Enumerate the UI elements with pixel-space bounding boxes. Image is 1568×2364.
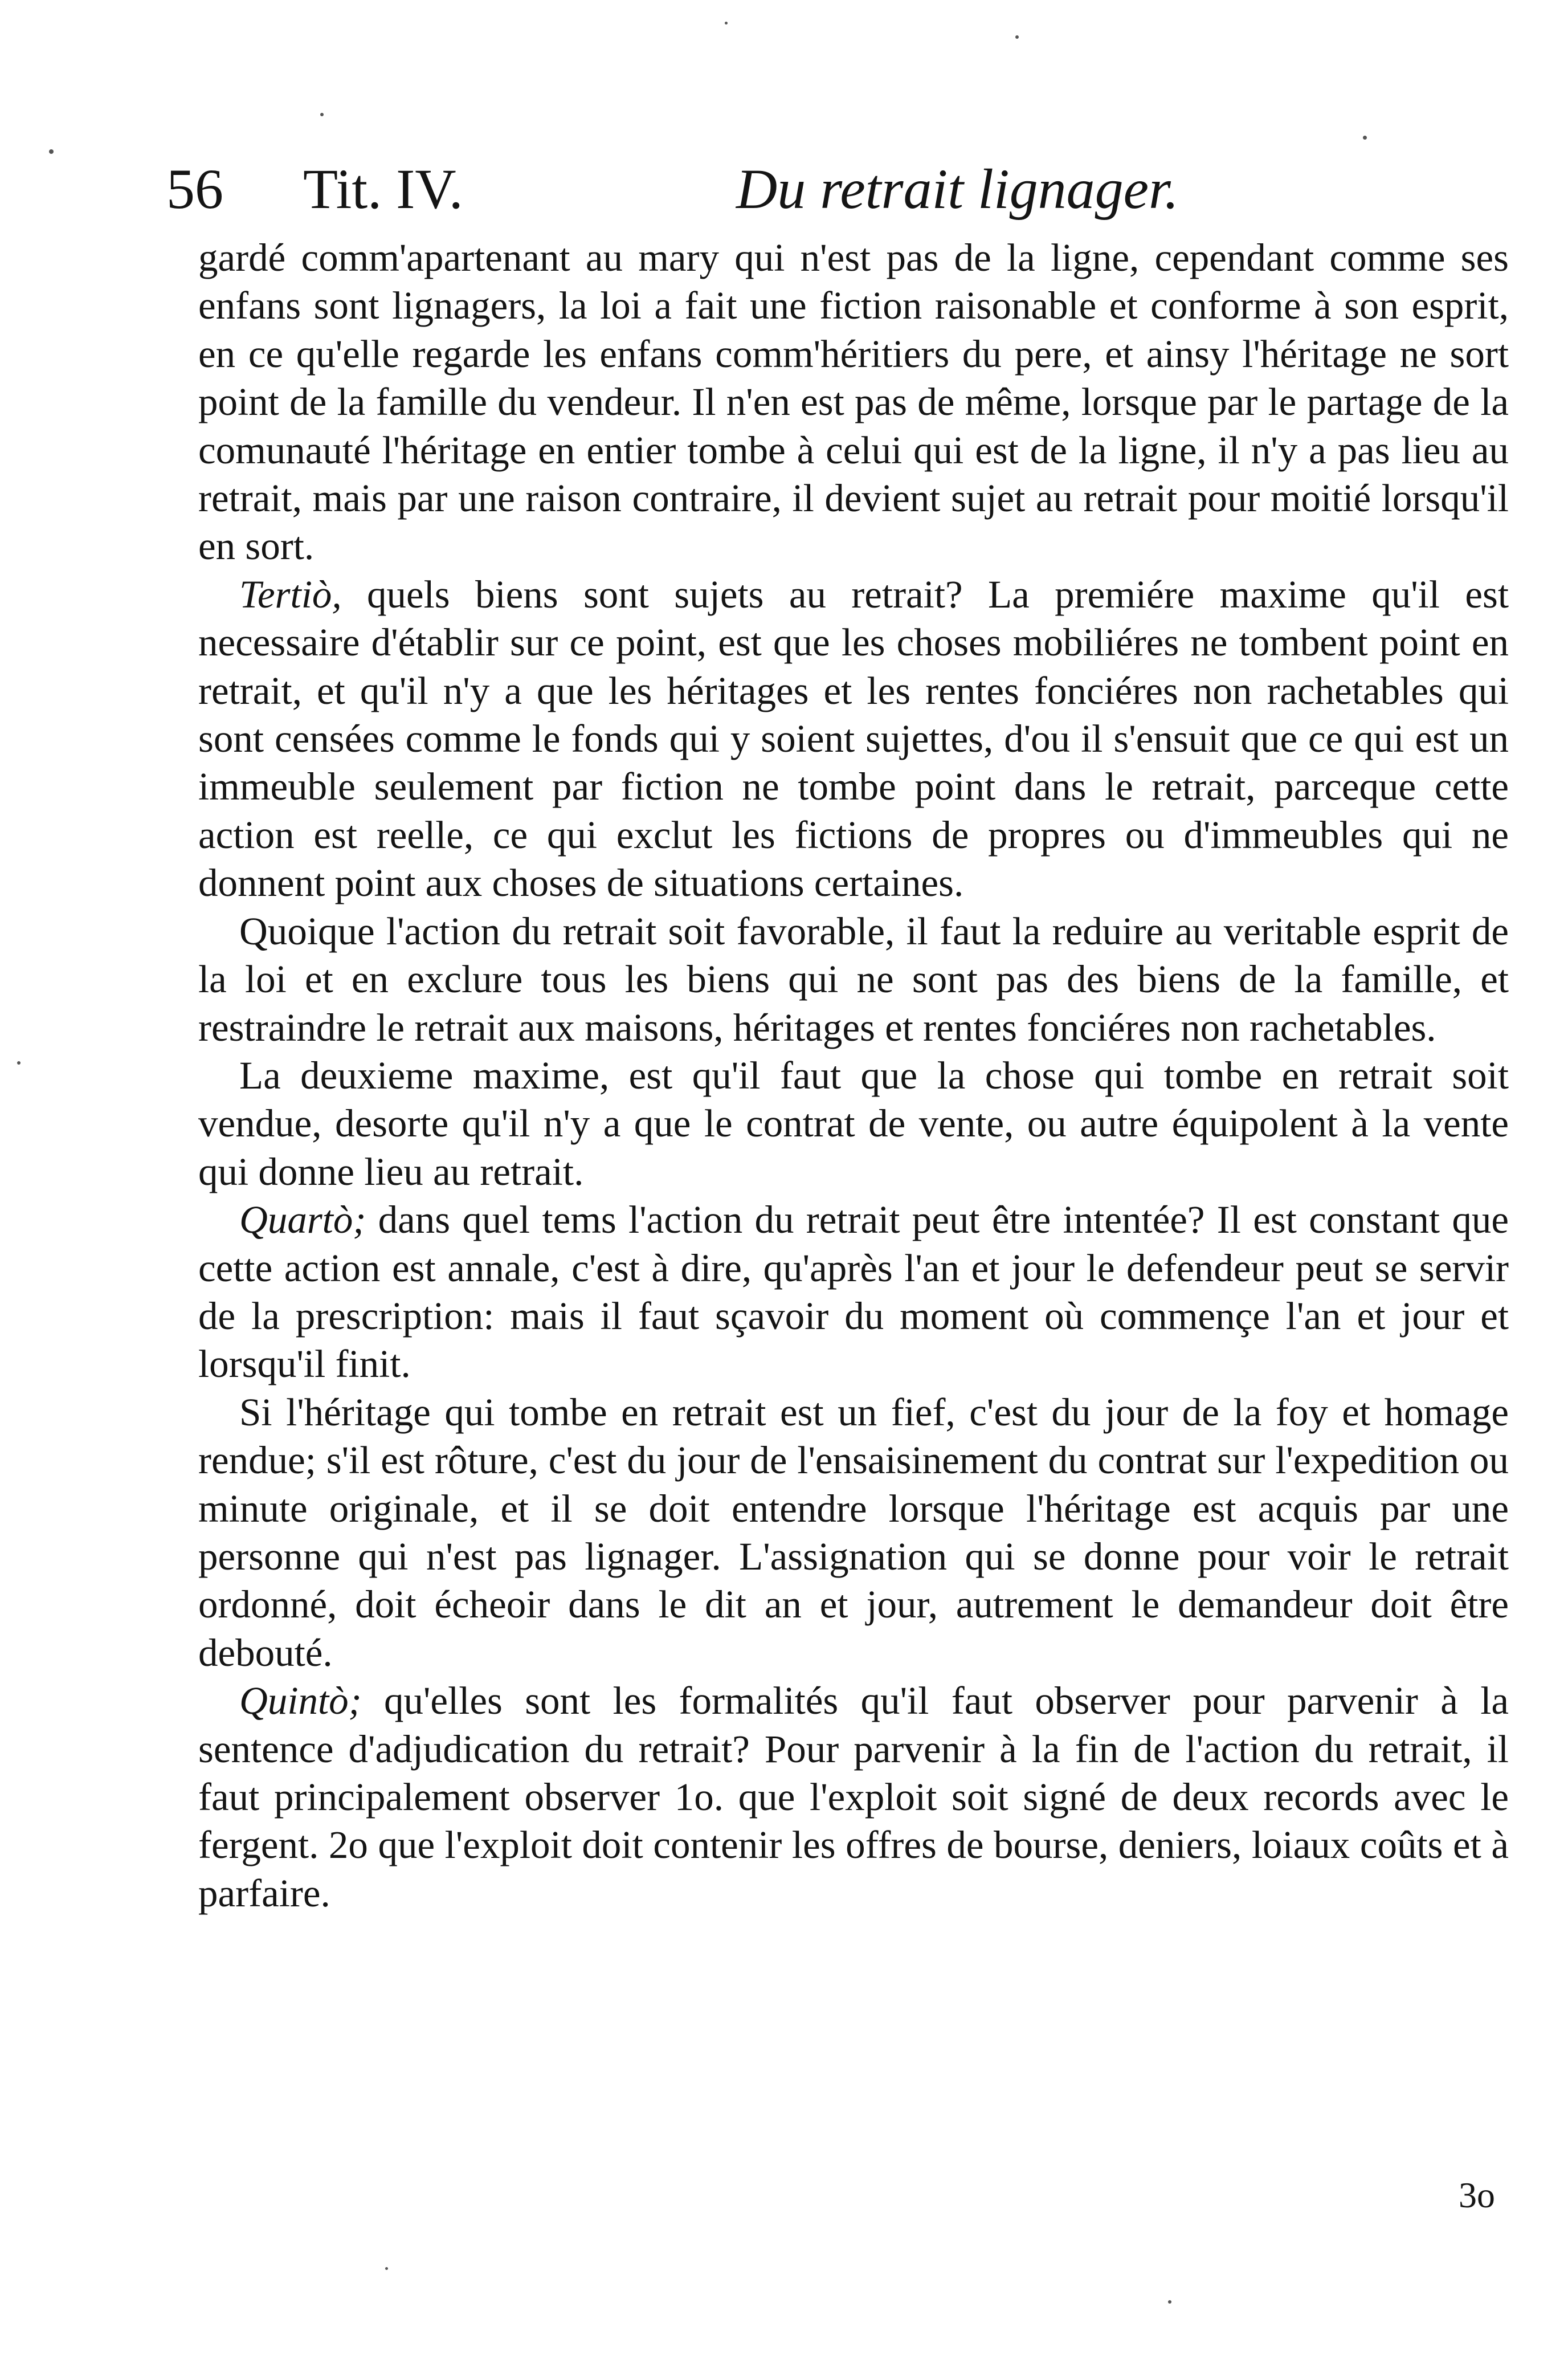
title-section-number: Tit. IV. [303,157,463,221]
scan-speck [1363,136,1367,140]
paragraph-lead: Tertiò, [239,572,342,616]
paragraph-text: quels biens sont sujets au retrait? La premiére maxime qu'il est necessaire d'établir sur ce point, est que les choses mobiliéres ne tombent point en retrait, et qu'il n'y a que les héritages et les rentes fonciéres non rachetables qui sont censées comme le fonds qui y soient sujettes, d'ou il s'ensuit que ce qui est un immeuble seulement par fiction ne tombe point dans le retrait, parceque cette action est reelle, ce qui exclut les fictions de propres ou d'immeubles qui ne donnent point aux choses de situations certaines. [198,572,1509,905]
paragraph [198,570,1509,907]
scan-speck [385,2267,388,2270]
paragraph-lead: Quartò; [239,1198,366,1242]
body-text [198,234,1509,1917]
paragraph [198,907,1509,1051]
paragraph-text: La deuxieme maxime, est qu'il faut que la chose qui tombe en retrait soit vendue, desorte qu'il n'y a que le contrat de vente, ou autre équipolent à la vente qui donne lieu au retrait. [198,1053,1509,1193]
scan-speck [17,1061,21,1065]
scan-speck [49,149,54,154]
page-header [166,149,1511,229]
paragraph-text: Quoique l'action du retrait soit favorable, il faut la reduire au veritable esprit de la loi et en exclure tous les biens qui ne sont pas des biens de la famille, et restraindre le retrait aux maisons, héritages et rentes fonciéres non rachetables. [198,909,1509,1049]
paragraph-text: Si l'héritage qui tombe en retrait est un fief, c'est du jour de la foy et homage rendue; s'il est rôture, c'est du jour de l'ensaisinement du contrat sur l'expedition ou minute originale, et il se doit entendre lorsque l'héritage est acquis par une personne qui n'est pas lignager. L'assignation qui se donne pour voir le retrait ordonné, doit écheoir dans le dit an et jour, autrement le demandeur doit être debouté. [198,1390,1509,1674]
paragraph [198,1388,1509,1677]
scan-speck [320,113,324,116]
scan-speck [1015,35,1019,39]
scan-speck [1168,2300,1171,2304]
catchword: 3o [1459,2175,1495,2215]
running-head-title: Du retrait lignager. [736,157,1179,221]
paragraph [198,1196,1509,1388]
paragraph [198,1051,1509,1196]
paragraph-lead: Quintò; [239,1679,362,1723]
paragraph [198,234,1509,570]
paragraph [198,1677,1509,1917]
paragraph-text: gardé comm'apartenant au mary qui n'est pas de la ligne, cependant comme ses enfans sont lignagers, la loi a fait une fiction raisonable et conforme à son esprit, en ce qu'elle regarde les enfans comm'héritiers du pere, et ainsy l'héritage ne sort point de la famille du vendeur. Il n'en est pas de même, lorsque par le partage de la comunauté l'héritage en entier tombe à celui qui est de la ligne, il n'y a pas lieu au retrait, mais par une raison contraire, il devient sujet au retrait pour moitié lorsqu'il en sort. [198,236,1509,568]
paragraph-text: dans quel tems l'action du retrait peut être intentée? Il est constant que cette action est annale, c'est à dire, qu'après l'an et jour le defendeur peut se servir de la prescription: mais il faut sçavoir du moment où commençe l'an et jour et lorsqu'il finit. [198,1198,1509,1386]
scan-speck [725,22,728,25]
paragraph-text: qu'elles sont les formalités qu'il faut observer pour parvenir à la sentence d'adjudication du retrait? Pour parvenir à la fin de l'action du retrait, il faut principalement observer 1o. que l'exploit soit signé de deux records avec le fergent. 2o que l'exploit doit contenir les offres de bourse, deniers, loiaux coûts et à parfaire. [198,1679,1509,1915]
page-number: 56 [166,157,223,221]
